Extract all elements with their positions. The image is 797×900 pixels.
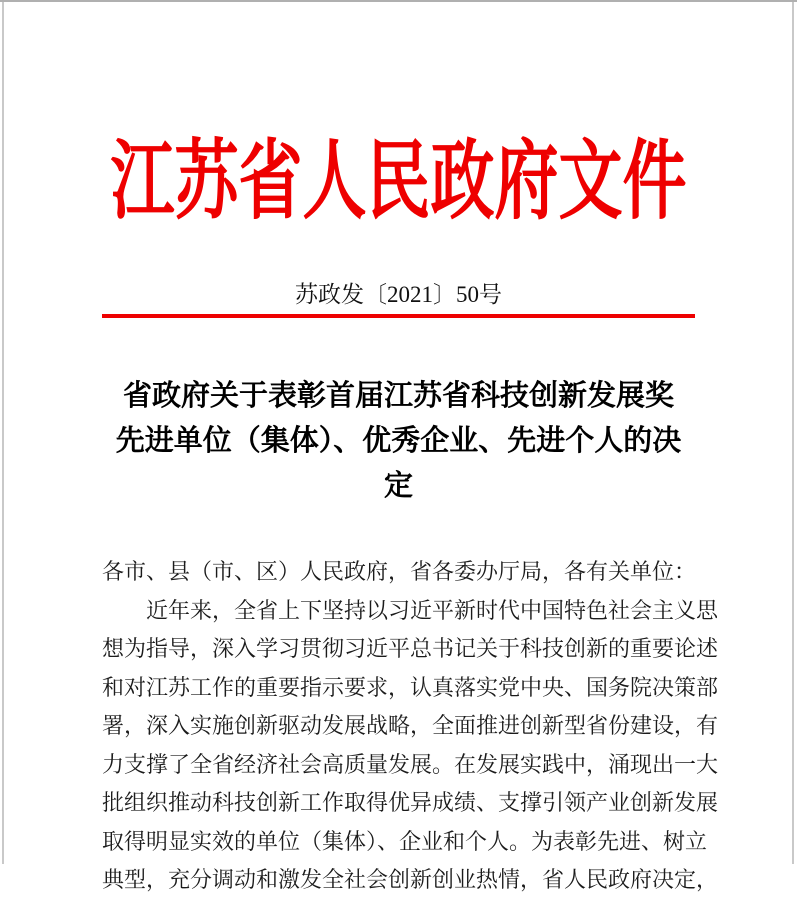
paragraph-line: 和对江苏工作的重要指示要求，认真落实党中央、国务院决策部 (102, 674, 719, 700)
document-number: 苏政发〔2021〕50号 (295, 282, 502, 307)
letterhead (102, 133, 695, 230)
paragraph-line: 力支撑了全省经济社会高质量发展。在发展实践中，涌现出一大 (102, 751, 719, 777)
salutation-line: 各市、县（市、区）人民政府，省各委办厅局，各有关单位： (102, 559, 697, 584)
document-title (102, 374, 695, 509)
red-separator-line (102, 314, 695, 318)
paragraph-line: 取得明显实效的单位（集体）、企业和个人。为表彰先进、树立 (102, 828, 708, 854)
paragraph-line: 近年来，全省上下坚持以习近平新时代中国特色社会主义思 (146, 597, 719, 623)
paragraph-line: 批组织推动科技创新工作取得优异成绩、支撑引领产业创新发展 (102, 790, 719, 815)
document-title-line-2: 先进单位（集体）、优秀企业、先进个人的决定 (115, 425, 682, 502)
paragraph-line: 署，深入实施创新驱动发展战略，全面推进创新型省份建设，有 (102, 713, 719, 738)
paragraph-line: 想为指导，深入学习贯彻习近平总书记关于科技创新的重要论述 (102, 636, 719, 661)
letterhead-title: 江苏省人民政府文件 (110, 133, 687, 230)
document-body (102, 553, 719, 900)
document-title-line-1: 省政府关于表彰首届江苏省科技创新发展奖 (122, 380, 674, 412)
paragraph-line: 典型，充分调动和激发全社会创新创业热情，省人民政府决定， (102, 867, 719, 892)
